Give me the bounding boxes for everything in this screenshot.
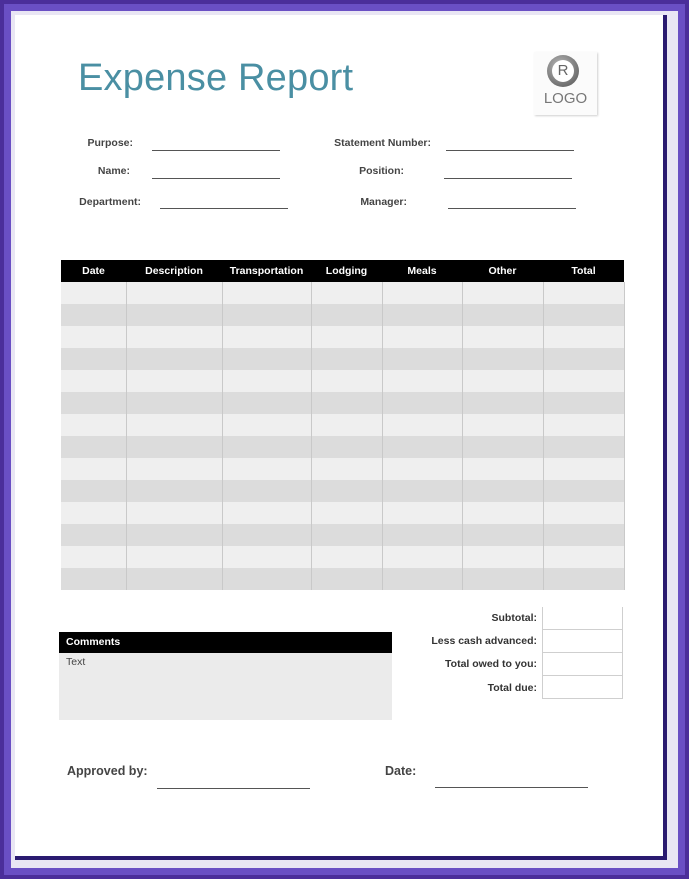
table-cell[interactable] xyxy=(543,480,624,502)
table-cell[interactable] xyxy=(311,436,382,458)
table-cell[interactable] xyxy=(543,546,624,568)
table-cell[interactable] xyxy=(126,524,222,546)
column-header-date: Date xyxy=(61,260,126,282)
table-cell[interactable] xyxy=(462,502,543,524)
table-cell[interactable] xyxy=(462,414,543,436)
date-label: Date: xyxy=(385,764,417,778)
table-cell[interactable] xyxy=(61,568,126,590)
table-cell[interactable] xyxy=(61,282,126,304)
name-label: Name: xyxy=(97,165,130,177)
table-cell[interactable] xyxy=(311,304,382,326)
table-cell[interactable] xyxy=(311,480,382,502)
table-cell[interactable] xyxy=(222,458,311,480)
table-cell[interactable] xyxy=(61,392,126,414)
column-header-description: Description xyxy=(126,260,222,282)
date-field[interactable] xyxy=(435,787,588,788)
expense-table-body xyxy=(61,282,624,590)
expense-table xyxy=(61,260,625,590)
table-cell[interactable] xyxy=(382,436,462,458)
registered-icon xyxy=(547,55,579,87)
table-cell[interactable] xyxy=(311,502,382,524)
table-row xyxy=(61,370,624,392)
table-cell[interactable] xyxy=(222,568,311,590)
table-cell[interactable] xyxy=(311,568,382,590)
table-cell[interactable] xyxy=(126,326,222,348)
table-cell[interactable] xyxy=(382,414,462,436)
table-cell[interactable] xyxy=(462,568,543,590)
table-cell[interactable] xyxy=(462,392,543,414)
approved-by-field[interactable] xyxy=(157,788,310,789)
table-cell[interactable] xyxy=(222,480,311,502)
table-cell[interactable] xyxy=(462,524,543,546)
table-cell[interactable] xyxy=(311,282,382,304)
table-cell[interactable] xyxy=(222,414,311,436)
table-cell[interactable] xyxy=(543,282,624,304)
table-cell[interactable] xyxy=(382,524,462,546)
logo-text: LOGO xyxy=(543,90,588,107)
table-cell[interactable] xyxy=(382,502,462,524)
table-cell[interactable] xyxy=(462,546,543,568)
subtotal-label: Subtotal: xyxy=(491,612,537,624)
department-label: Department: xyxy=(79,196,141,208)
table-cell[interactable] xyxy=(222,392,311,414)
table-cell[interactable] xyxy=(222,502,311,524)
table-cell[interactable] xyxy=(462,282,543,304)
table-cell[interactable] xyxy=(462,480,543,502)
less-cash-advanced-label: Less cash advanced: xyxy=(431,635,537,647)
table-cell[interactable] xyxy=(311,392,382,414)
column-header-total: Total xyxy=(543,260,624,282)
table-cell[interactable] xyxy=(382,546,462,568)
table-cell[interactable] xyxy=(222,370,311,392)
table-cell[interactable] xyxy=(462,326,543,348)
table-cell[interactable] xyxy=(462,458,543,480)
column-header-other: Other xyxy=(462,260,543,282)
table-cell[interactable] xyxy=(543,370,624,392)
total-due-label: Total due: xyxy=(487,682,537,694)
table-row xyxy=(61,304,624,326)
name-field[interactable] xyxy=(152,178,280,179)
table-cell[interactable] xyxy=(311,348,382,370)
table-cell[interactable] xyxy=(311,326,382,348)
table-cell[interactable] xyxy=(543,304,624,326)
table-cell[interactable] xyxy=(311,524,382,546)
table-cell[interactable] xyxy=(126,304,222,326)
table-cell[interactable] xyxy=(126,414,222,436)
less-cash-advanced-cell[interactable] xyxy=(542,630,623,653)
manager-field[interactable] xyxy=(448,208,576,209)
table-cell[interactable] xyxy=(126,282,222,304)
table-cell[interactable] xyxy=(126,370,222,392)
table-cell[interactable] xyxy=(222,326,311,348)
table-cell[interactable] xyxy=(126,480,222,502)
table-cell[interactable] xyxy=(61,370,126,392)
table-cell[interactable] xyxy=(543,348,624,370)
table-row xyxy=(61,458,624,480)
table-row xyxy=(61,348,624,370)
comments-text: Text xyxy=(66,656,86,668)
table-cell[interactable] xyxy=(543,502,624,524)
table-row xyxy=(61,480,624,502)
table-cell[interactable] xyxy=(61,304,126,326)
table-cell[interactable] xyxy=(311,458,382,480)
table-row xyxy=(61,282,624,304)
table-row xyxy=(61,392,624,414)
table-cell[interactable] xyxy=(311,546,382,568)
table-cell[interactable] xyxy=(462,370,543,392)
position-field[interactable] xyxy=(444,178,572,179)
column-header-meals: Meals xyxy=(382,260,462,282)
table-cell[interactable] xyxy=(382,392,462,414)
manager-label: Manager: xyxy=(360,196,407,208)
table-cell[interactable] xyxy=(61,502,126,524)
page-title: Expense Report xyxy=(78,57,354,99)
table-row xyxy=(61,414,624,436)
column-header-lodging: Lodging xyxy=(311,260,382,282)
statement-number-label: Statement Number: xyxy=(334,137,431,149)
table-cell[interactable] xyxy=(61,436,126,458)
table-cell[interactable] xyxy=(543,524,624,546)
total-owed-cell[interactable] xyxy=(542,653,623,676)
total-owed-label: Total owed to you: xyxy=(445,658,537,670)
table-cell[interactable] xyxy=(543,414,624,436)
table-cell[interactable] xyxy=(543,392,624,414)
statement-number-field[interactable] xyxy=(446,150,574,151)
table-cell[interactable] xyxy=(126,458,222,480)
table-cell[interactable] xyxy=(382,282,462,304)
table-cell[interactable] xyxy=(126,348,222,370)
table-cell[interactable] xyxy=(543,458,624,480)
table-cell[interactable] xyxy=(126,546,222,568)
table-cell[interactable] xyxy=(311,414,382,436)
table-cell[interactable] xyxy=(61,524,126,546)
document-page xyxy=(15,15,667,860)
table-cell[interactable] xyxy=(61,414,126,436)
table-row xyxy=(61,436,624,458)
table-cell[interactable] xyxy=(222,304,311,326)
column-header-transportation: Transportation xyxy=(222,260,311,282)
table-cell[interactable] xyxy=(61,348,126,370)
table-cell[interactable] xyxy=(382,480,462,502)
approved-by-label: Approved by: xyxy=(67,764,148,778)
table-cell[interactable] xyxy=(462,348,543,370)
comments-heading: Comments xyxy=(59,632,392,653)
table-cell[interactable] xyxy=(382,326,462,348)
table-cell[interactable] xyxy=(382,568,462,590)
totals-column xyxy=(542,607,623,699)
table-row xyxy=(61,524,624,546)
table-cell[interactable] xyxy=(543,436,624,458)
logo-symbol: R xyxy=(552,60,574,82)
table-row xyxy=(61,568,624,590)
purpose-label: Purpose: xyxy=(87,137,133,149)
table-row xyxy=(61,502,624,524)
table-cell[interactable] xyxy=(543,326,624,348)
table-cell[interactable] xyxy=(126,502,222,524)
table-cell[interactable] xyxy=(311,370,382,392)
table-cell[interactable] xyxy=(543,568,624,590)
table-cell[interactable] xyxy=(222,524,311,546)
table-cell[interactable] xyxy=(382,370,462,392)
table-cell[interactable] xyxy=(61,480,126,502)
table-cell[interactable] xyxy=(61,326,126,348)
comments-box[interactable] xyxy=(59,653,392,720)
table-cell[interactable] xyxy=(222,348,311,370)
table-row xyxy=(61,546,624,568)
table-cell[interactable] xyxy=(222,282,311,304)
table-cell[interactable] xyxy=(222,436,311,458)
purpose-field[interactable] xyxy=(152,150,280,151)
table-cell[interactable] xyxy=(126,568,222,590)
table-cell[interactable] xyxy=(382,458,462,480)
table-cell[interactable] xyxy=(222,546,311,568)
table-row xyxy=(61,326,624,348)
table-cell[interactable] xyxy=(462,304,543,326)
table-header-row xyxy=(61,260,624,282)
logo xyxy=(534,52,597,115)
table-cell[interactable] xyxy=(61,458,126,480)
table-cell[interactable] xyxy=(126,392,222,414)
table-cell[interactable] xyxy=(126,436,222,458)
table-cell[interactable] xyxy=(382,304,462,326)
table-cell[interactable] xyxy=(462,436,543,458)
position-label: Position: xyxy=(359,165,404,177)
table-cell[interactable] xyxy=(382,348,462,370)
department-field[interactable] xyxy=(160,208,288,209)
subtotal-cell[interactable] xyxy=(542,607,623,630)
table-cell[interactable] xyxy=(61,546,126,568)
total-due-cell[interactable] xyxy=(542,676,623,699)
